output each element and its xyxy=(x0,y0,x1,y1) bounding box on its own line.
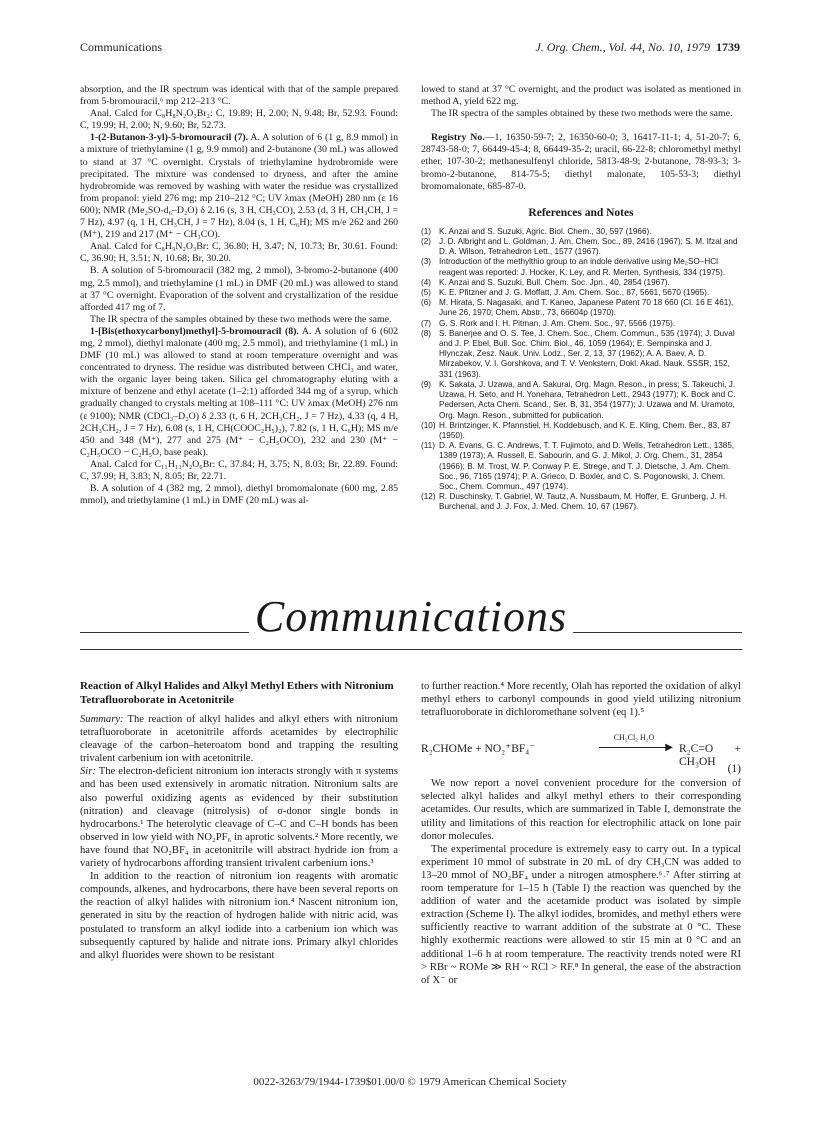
reference-text: J. D. Albright and L. Goldman, J. Am. Chem. Soc., 89, 2416 (1967); S. M. Ifzal and D. A. Wilson, Tetrahedron Lett., 1577 (1967). xyxy=(439,237,738,257)
reference-number: (3) xyxy=(421,257,432,267)
paragraph: absorption, and the IR spectrum was identical with that of the sample prepared from 5-bromouracil,⁶ mp 212–213 °C. xyxy=(80,84,398,108)
reference-text: K. Sakata, J. Uzawa, and A. Sakurai, Org. Magn. Reson., in press; S. Takeuchi, J. Uzawa, H. Seto, and H. Yonehara, Tetrahedron Lett., 2943 (1977); K. Bock and C. Pedersen, Acta Chem. Scand., Ser. B, 31, 354 (1977); J. Uzawa and M. Uramoto, Org. Magn. Reson., submitted for publication. xyxy=(439,379,736,420)
reference-item xyxy=(421,380,741,421)
sir-label: Sir: xyxy=(80,766,96,778)
top-left-column xyxy=(80,84,398,507)
reference-number: (1) xyxy=(421,226,432,236)
equation-products: R₂C=O + CH₃OH xyxy=(679,743,741,769)
compound-7-title: 1-(2-Butanon-3-yl)-5-bromouracil (7). xyxy=(90,132,249,144)
arrow-line xyxy=(599,747,669,748)
reference-text: G. S. Rork and I. H. Pitman, J. Am. Chem. Soc., 97, 5566 (1975). xyxy=(439,318,676,328)
page-footer: 0022-3263/79/1944-1739$01.00/0 © 1979 American Chemical Society xyxy=(253,1076,567,1088)
reaction-arrow xyxy=(599,731,673,754)
reference-number: (2) xyxy=(421,237,432,247)
reference-item xyxy=(421,492,741,512)
references-heading: References and Notes xyxy=(528,206,634,219)
equation-number: (1) xyxy=(727,763,741,776)
paragraph: The IR spectra of the samples obtained by these two methods were the same. xyxy=(431,108,733,120)
reference-text: R. Duschinsky, T. Gabriel, W. Tautz, A. Nussbaum, M. Hoffer, E. Grunberg, J. H. Burchenal, and J. J. Fox, J. Med. Chem. 10, 67 (1967). xyxy=(439,492,728,512)
reference-text: K. Anzai and S. Suzuki, Agric. Biol. Chem., 30, 597 (1966). xyxy=(439,226,652,236)
compound-7-text: A. A solution of 6 (1 g, 8.9 mmol) in a mixture of triethylamine (1 g, 9.9 mmol) and 2-butanone (30 mL) was allowed to stand at 37 °C overnight. Crystals of triethylamine hydrobromide were precipitated. The mixture was condensed to dryness, and after the amine hydrobromide was removed by washing with water the residue was crystallized from propanol: yield 276 mg; mp 210–212 °C; UV λmax (MeOH) 280 nm (ε 16 600); NMR (Me₂SO-d₆–D₂O) δ 2.16 (s, 3 H, CH₃CO), 2.53 (d, 3 H, CH₃CH, J = 7 Hz), 4.97 (q, 1 H, CH₃CH, J = 7 Hz), 8.04 (s, 1 H, C₆H); MS m/e 262 and 260 (M⁺), 219 and 217 (M⁺ − CH₃CO). xyxy=(80,132,398,241)
reference-item xyxy=(421,278,741,288)
banner-title-text: Communications xyxy=(249,592,573,641)
equation-reactants: R₂CHOMe + NO₂⁺BF₄⁻ xyxy=(421,743,536,756)
paragraph: The experimental procedure is extremely easy to carry out. In a typical experiment 10 mmol of substrate in 20 mL of dry CH₃CN was added to 13–20 mmol of NO₂BF₄ under a nitrogen atmosphere.⁶˒⁷ After stirring at room temperature for 1–15 h (Table I) the reaction was quenched by the addition of water and the acetamide product was isolated by simple extraction (Scheme I). The alkyl iodides, bromides, and methyl ethers were sufficiently reactive to warrant addition of the substrate at 0 °C. These highly exothermic reactions were allowed to stir 15 min at 0 °C and an additional 1–6 h at room temperature. The reactivity trends noted were RI > RBr ~ ROMe ≫ RH ~ RCl > RF.⁸ In general, the ease of the abstraction of X⁻ or xyxy=(421,843,741,986)
reference-number: (5) xyxy=(421,288,432,298)
paragraph: We now report a novel convenient procedure for the conversion of selected alkyl halides and alkyl methyl ethers to their corresponding acetamides. Our results, which are summarized in Table I, demonstrate the utility and limitations of this reaction for electrophilic attack on lone pair donor molecules. xyxy=(421,778,741,842)
paragraph: Anal. Calcd for C₈H₉N₂O₃Br: C, 36.80; H, 3.47; N, 10.73; Br, 30.61. Found: C, 36.90; H, 3.51; N, 10.68; Br, 30.20. xyxy=(80,241,398,265)
reference-item xyxy=(421,237,741,257)
top-right-column xyxy=(421,84,741,513)
reference-item xyxy=(421,421,741,441)
registry-text: —1, 16350-59-7; 2, 16350-60-0; 3, 16417-11-1; 4, 51-20-7; 6, 28743-58-0; 7, 66449-45-4; 8, 66449-35-2; uracil, 66-22-8; chloromethyl methyl ether, 107-30-2; methanesulfenyl chloride, 5813-48-9; 2-butanone, 78-93-3; 3-bromo-2-butanone, 814-75-5; diethyl malonate, 105-53-3; diethyl bromomalonate, 685-87-0. xyxy=(421,132,741,192)
bottom-right-column xyxy=(421,680,741,987)
reference-text: M. Hirata, S. Nagasaki, and T. Kaneo, Japanese Patent 70 18 660 (Cl. 16 E 461), June 26, 1970; Chem. Abstr., 73, 66604p (1970). xyxy=(439,298,734,318)
sir-paragraph xyxy=(80,765,398,870)
summary-label: Summary: xyxy=(80,714,124,725)
reference-number: (4) xyxy=(421,277,432,287)
reference-text: K. Anzai and S. Suzuki, Bull. Chem. Soc. Jpn., 40, 2854 (1967). xyxy=(439,277,670,287)
header-section: Communications xyxy=(80,40,162,54)
compound-8-section xyxy=(80,326,398,459)
summary-text: The reaction of alkyl halides and alkyl ethers with nitronium tetrafluoroborate in acetonitrile affords acetamides by electrophilic cleavage of the carbon–heteroatom bond and trapping the resulting trivalent carbenium ion with acetonitrile. xyxy=(80,714,398,765)
banner-rule xyxy=(80,649,742,650)
reference-item xyxy=(421,441,741,492)
running-header xyxy=(80,40,740,58)
article-summary xyxy=(80,713,398,765)
paragraph: B. A solution of 5-bromouracil (382 mg, 2 mmol), 3-bromo-2-butanone (400 mg, 2.5 mmol), and triethylamine (1 mL) in DMF (20 mL) was allowed to stand at 37 °C overnight. Evaporation of the solvent and crystallization of the residue afforded 417 mg of 7. xyxy=(80,265,398,313)
paragraph: to further reaction.⁴ More recently, Olah has reported the oxidation of alkyl methyl ethers to carbonyl compounds in good yield utilizing nitronium tetrafluoroborate in dichloromethane solvent (eq 1).⁵ xyxy=(421,681,741,719)
paragraph: B. A solution of 4 (382 mg, 2 mmol), diethyl bromomalonate (600 mg, 2.85 mmol), and triethylamine (1 mL) in DMF (20 mL) was al- xyxy=(80,483,398,507)
reference-text: D. A. Evans, G. C. Andrews, T. T. Fujimoto, and D. Wells, Tetrahedron Lett., 1385, 1389 (1973); A. Russell, E. Sabourin, and G. J. Mikol, J. Org. Chem., 31, 2854 (1966); B. M. Trost, W. P. Conway P. E. Strege, and T. J. Dietsche, J. Am. Chem. Soc., 96, 7165 (1974); P. A. Grieco, D. Boxler, and C. S. Pogonowski, J. Chem. Soc., Chem. Commun., 497 (1974). xyxy=(439,441,735,491)
paragraph: Anal. Calcd for C₁₁H₁₃N₂O₆Br: C, 37.84; H, 3.75; N, 8.03; Br, 22.89. Found: C, 37.99; H, 3.83; N, 8.05; Br, 22.71. xyxy=(80,458,398,482)
reference-number: (9) xyxy=(421,379,432,389)
compound-8-text: A. A solution of 6 (602 mg, 2 mmol), diethyl malonate (400 mg, 2.5 mmol), and triethylamine (1 mL) in DMF (10 mL) was allowed to stand at room temperature overnight and was concentrated to dryness. The residue was distributed between CHCl₃ and water, with the organic layer being taken. Silica gel chromatography eluting with a mixture of benzene and ethyl acetate (1–2:1) afforded 344 mg of a syrup, which gradually changed to crystals melting at 108–111 °C: UV λmax (MeOH) 276 nm (ε 9100); NMR (CDCl₃–D₂O) δ 2.33 (t, 6 H, 2CH₃CH₂, J = 7 Hz), 4.33 (q, 4 H, 2CH₃CH₂, J = 7 Hz), 6.08 (s, 1 H, CH(COOC₂H₅)₂), 7.82 (s, 1 H, C₆H); MS m/e 450 and 348 (M⁺), 277 and 275 (M⁺ − C₂H₅OCO), 232 and 230 (M⁺ − C₂H₅OCO − C₂H₅O, base peak). xyxy=(80,325,398,458)
compound-7-section xyxy=(80,132,398,241)
bottom-left-column xyxy=(80,680,398,962)
reference-text: S. Banerjee and O. S. Tee, J. Chem. Soc., Chem. Commun., 535 (1974); J. Duval and J. P. Ebel, Bull. Soc. Chim. Biol., 46, 1059 (1964); E. Sempinska and J. Hlynczak, Zesz. Nauk. Univ. Lodz., Ser. 2, 13, 37 (1962); A. A. Baev, A. D. Mirzabekov, V. I. Gorshkova, and T. V. Venkstern, Dokl. Akad. Nauk. SSSR, 152, 331 (1963). xyxy=(439,328,735,379)
reference-number: (11) xyxy=(421,441,435,451)
paragraph: The IR spectra of the samples obtained by these two methods were the same. xyxy=(90,313,392,325)
paragraph: In addition to the reaction of nitronium ion reagents with aromatic compounds, alkenes, and hydrocarbons, there have been several reports on the reaction of alkyl halides with nitronium ion.⁴ Nascent nitronium ion, generated in situ by the reaction of hydrogen halide with nitric acid, was postulated to transform an alkyl iodide into a carbenium ion which was subsequently captured by halide and nitrate ions. Primary alkyl chlorides and alkyl fluorides were shown to be resistant xyxy=(80,871,398,961)
communications-banner xyxy=(80,592,742,652)
reference-item xyxy=(421,227,741,237)
reference-number: (12) xyxy=(421,492,436,502)
arrow-head-icon: ▶ xyxy=(665,742,673,754)
header-page-number: 1739 xyxy=(716,40,740,54)
reference-number: (7) xyxy=(421,318,432,328)
reference-number: (10) xyxy=(421,420,436,430)
sir-text: The electron-deficient nitronium ion interacts strongly with π systems and has been used extensively in aromatic nitration. Nitronium salts are also powerful oxidizing agents as evidenced by their substitution (nitration) and cleavage (nitrolysis) of σ-donor single bonds in hydrocarbons.¹ The heterolytic cleavage of C–C and C–H bonds has been observed in low yield with NO₂PF₆ in aprotic solvents.² More recently, we have found that NO₂BF₄ in acetonitrile will abstract hydride ion from a variety of hydrocarbons affording transient trivalent carbenium ions.³ xyxy=(80,766,398,870)
reference-number: (6) xyxy=(421,298,432,308)
registry-numbers xyxy=(421,132,741,192)
banner-title xyxy=(80,592,742,642)
reference-item xyxy=(421,329,741,380)
reference-text: Introduction of the methylthio group to an indole derivative using Me₂SO–HCl reagent was reported: J. Hocker, K. Ley, and R. Merten, Synthesis, 334 (1975). xyxy=(439,257,726,277)
reaction-conditions: CH₂Cl₂ H₂O xyxy=(613,733,655,743)
header-journal: J. Org. Chem., Vol. 44, No. 10, 1979 xyxy=(535,40,710,54)
paragraph: Anal. Calcd for C₈H₈N₂O₃Br₂: C, 19.89; H, 2.00; N, 9.48; Br, 52.93. Found: C, 19.99; H, 2.00; N, 9.60; Br, 52.73. xyxy=(80,108,398,132)
reference-item xyxy=(421,257,741,277)
reference-item xyxy=(421,288,741,298)
reference-number: (8) xyxy=(421,328,432,338)
registry-label: Registry No. xyxy=(431,132,485,144)
header-journal-info xyxy=(535,40,740,55)
article-title: Reaction of Alkyl Halides and Alkyl Methyl Ethers with Nitronium Tetrafluoroborate in Acetonitrile xyxy=(80,680,394,706)
compound-8-title: 1-[Bis(ethoxycarbonyl)methyl]-5-bromouracil (8). xyxy=(90,325,299,337)
reference-text: H. Brintzinger, K. Pfannstiel, H. Koddebusch, and K. E. Kling, Chem. Ber., 83, 87 (1950). xyxy=(439,420,731,440)
reference-item xyxy=(421,298,741,318)
paragraph: lowed to stand at 37 °C overnight, and the product was isolated as mentioned in method A, yield 622 mg. xyxy=(421,84,741,108)
references-list xyxy=(421,227,741,513)
reference-text: K. E. Pfitzner and J. G. Moffatt, J. Am. Chem. Soc., 87, 5661, 5670 (1965). xyxy=(439,288,710,298)
equation-1 xyxy=(421,725,741,776)
reference-item xyxy=(421,319,741,329)
